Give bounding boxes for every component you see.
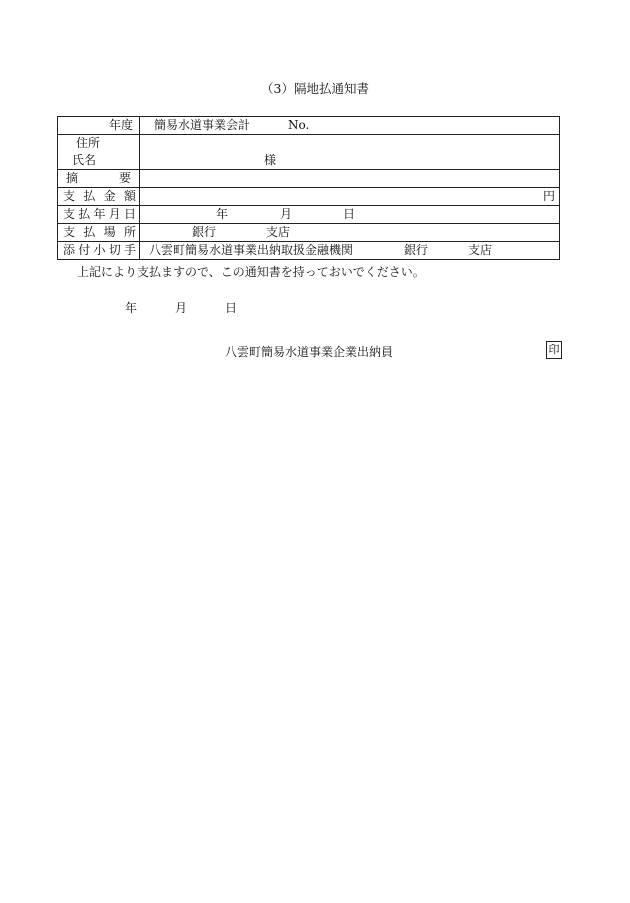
- check-bank-label: 銀行: [404, 243, 429, 257]
- notice-form-table: [57, 116, 560, 260]
- payment-place-label-char-1: 支: [63, 225, 76, 239]
- amount-label-cell: [58, 188, 140, 206]
- payment-month-label: 月: [280, 207, 293, 221]
- payment-place-label-char-4: 所: [123, 225, 136, 239]
- attached-check-label-char-1: 添: [63, 243, 76, 257]
- attached-check-label-char-4: 切: [108, 243, 121, 257]
- summary-row: [58, 170, 560, 188]
- payment-place-label-char-3: 場: [103, 225, 116, 239]
- issue-year-label: 年: [125, 301, 138, 315]
- payment-date-label-char-1: 支: [63, 207, 76, 221]
- summary-label-char-2: 要: [118, 171, 131, 185]
- payment-day-label: 日: [343, 207, 356, 221]
- attached-check-label-char-5: 手: [123, 243, 136, 257]
- account-cell: [140, 117, 560, 135]
- amount-label-char-3: 金: [103, 189, 116, 203]
- amount-label-char-1: 支: [63, 189, 76, 203]
- attached-check-label-char-2: 付: [78, 243, 91, 257]
- issue-month-label: 月: [175, 301, 188, 315]
- payment-place-row: [58, 224, 560, 242]
- attached-check-row: [58, 242, 560, 260]
- payment-place-value-cell: [140, 224, 560, 242]
- issue-day-label: 日: [225, 301, 238, 315]
- fiscal-year-label-cell: [58, 117, 140, 135]
- issuer-title: 八雲町簡易水道事業企業出納員: [225, 345, 394, 359]
- attached-check-label-cell: [58, 242, 140, 260]
- payment-bank-label: 銀行: [192, 225, 217, 239]
- account-name: 簡易水道事業会計: [154, 118, 251, 132]
- payment-date-label-char-2: 払: [78, 207, 91, 221]
- address-label: 住所: [76, 136, 101, 150]
- attached-check-label-char-3: 小: [93, 243, 106, 257]
- payee-row: [58, 135, 560, 170]
- notice-text: 上記により支払ますので、この通知書を持っておいでください。: [77, 265, 425, 279]
- seal-stamp-box: 印: [546, 341, 562, 359]
- honorific: 様: [264, 153, 277, 167]
- payment-date-label-char-4: 月: [108, 207, 121, 221]
- amount-row: [58, 188, 560, 206]
- financial-institution: 八雲町簡易水道事業出納取扱金融機関: [149, 243, 354, 257]
- number-label: No.: [288, 118, 310, 132]
- summary-label-char-1: 摘: [66, 171, 79, 185]
- fiscal-year-label: 年度: [108, 118, 133, 132]
- payment-branch-label: 支店: [266, 225, 291, 239]
- check-branch-label: 支店: [468, 243, 493, 257]
- payment-date-label-cell: [58, 206, 140, 224]
- payment-place-label-char-2: 払: [83, 225, 96, 239]
- summary-label-cell: [58, 170, 140, 188]
- payment-date-label-char-3: 年: [93, 207, 106, 221]
- fiscal-year-row: [58, 117, 560, 135]
- payment-date-label-char-5: 日: [123, 207, 136, 221]
- summary-value-cell: [140, 170, 560, 188]
- payment-year-label: 年: [216, 207, 229, 221]
- payee-label-cell: [58, 135, 140, 170]
- document-title: （3）隔地払通知書: [261, 81, 369, 96]
- payment-date-value-cell: [140, 206, 560, 224]
- payment-place-label-cell: [58, 224, 140, 242]
- payee-value-cell: [140, 135, 560, 170]
- payment-date-row: [58, 206, 560, 224]
- attached-check-value-cell: [140, 242, 560, 260]
- amount-label-char-4: 額: [123, 189, 136, 203]
- amount-label-char-2: 払: [83, 189, 96, 203]
- name-label: 氏名: [72, 153, 97, 167]
- amount-value-cell: [140, 188, 560, 206]
- yen-unit: 円: [542, 189, 555, 203]
